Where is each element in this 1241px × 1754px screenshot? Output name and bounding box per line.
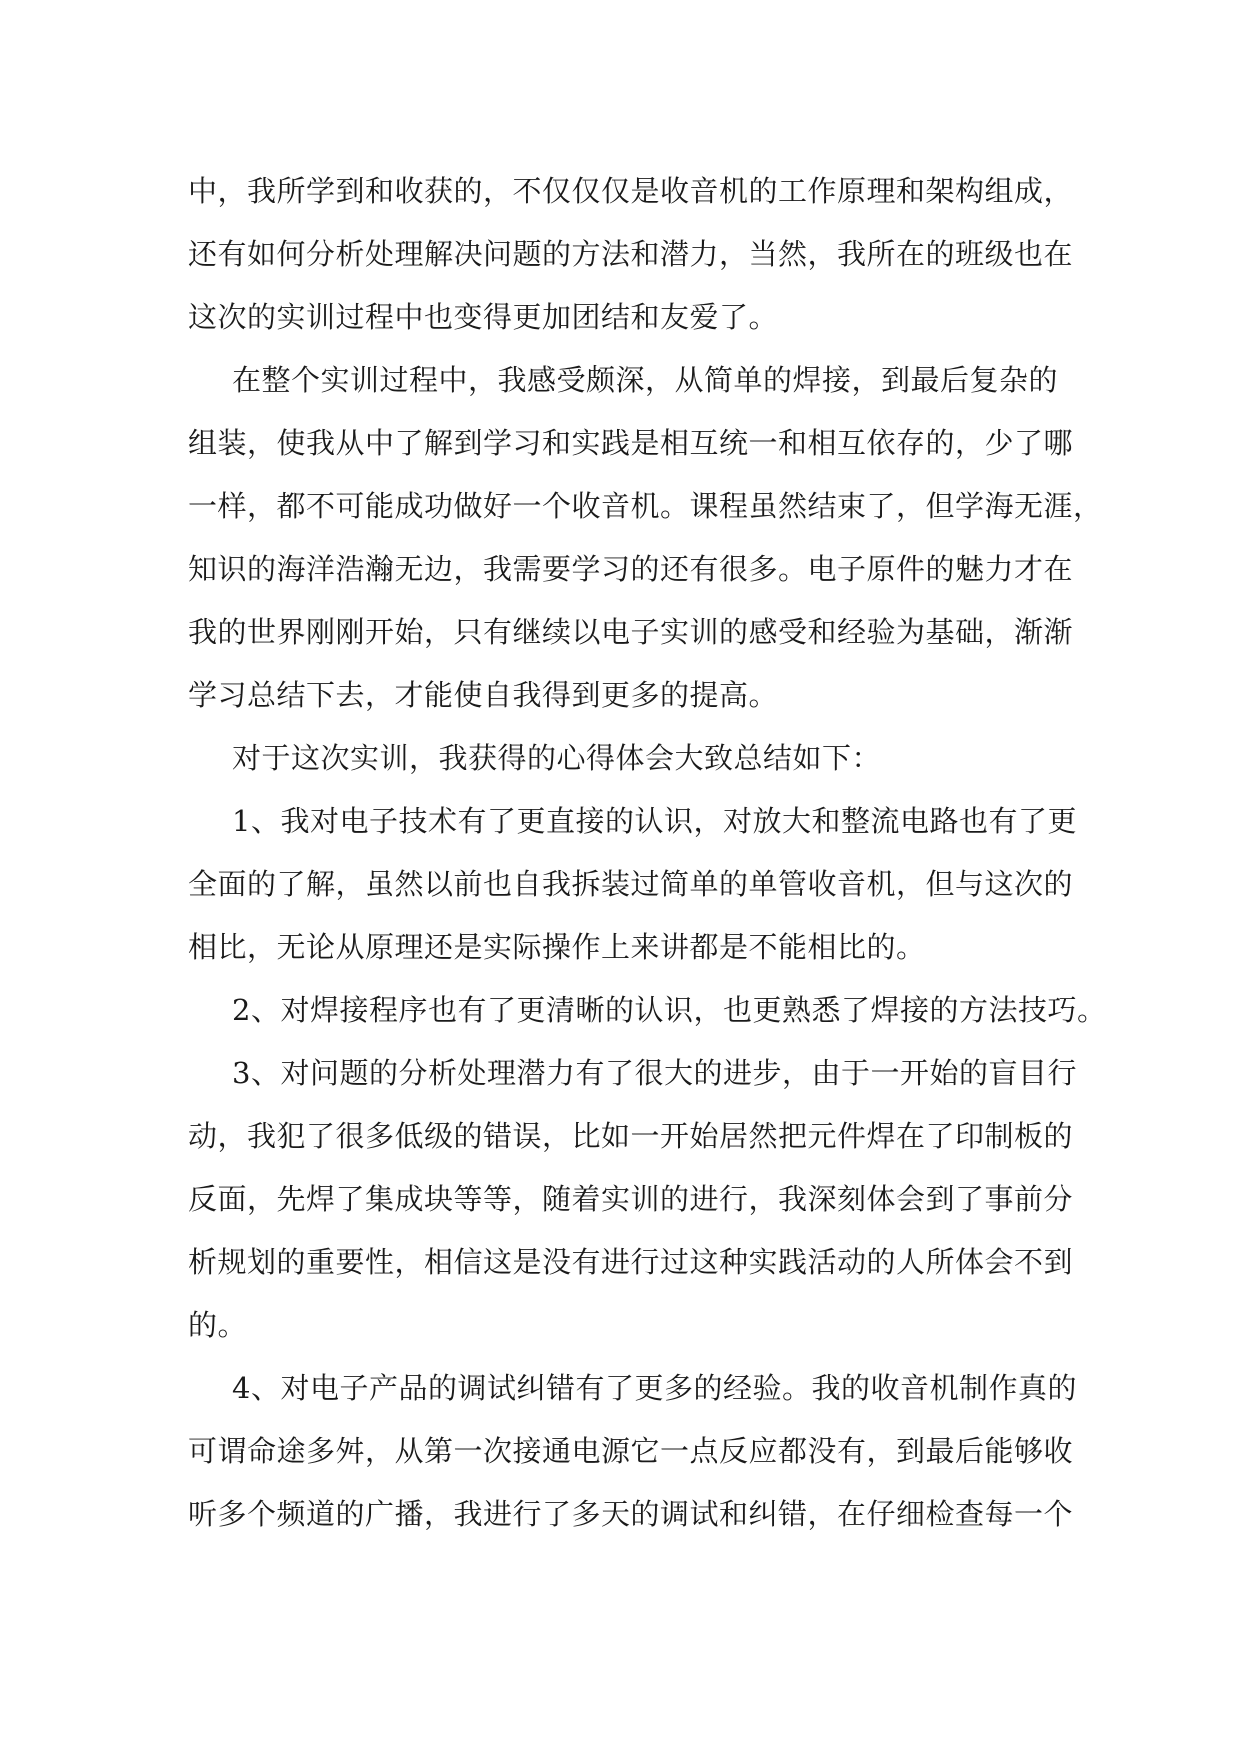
text-line: 还有如何分析处理解决问题的方法和潜力，当然，我所在的班级也在 (188, 237, 1074, 271)
text-line: 我的世界刚刚开始，只有继续以电子实训的感受和经验为基础，渐渐 (188, 615, 1074, 649)
list-item-4-line: 4、对电子产品的调试纠错有了更多的经验。我的收音机制作真的 (232, 1371, 1077, 1405)
text-line: 听多个频道的广播，我进行了多天的调试和纠错，在仔细检查每一个 (188, 1497, 1074, 1531)
list-item-2-line: 2、对焊接程序也有了更清晰的认识，也更熟悉了焊接的方法技巧。 (232, 993, 1107, 1027)
text-line: 中，我所学到和收获的，不仅仅仅是收音机的工作原理和架构组成， (188, 174, 1074, 208)
text-line: 动，我犯了很多低级的错误，比如一开始居然把元件焊在了印制板的 (188, 1119, 1074, 1153)
text-line: 可谓命途多舛，从第一次接通电源它一点反应都没有，到最后能够收 (188, 1434, 1074, 1468)
paragraph-start-line: 对于这次实训，我获得的心得体会大致总结如下： (232, 741, 882, 775)
text-line: 组装，使我从中了解到学习和实践是相互统一和相互依存的，少了哪 (188, 426, 1074, 460)
text-line: 知识的海洋浩瀚无边，我需要学习的还有很多。电子原件的魅力才在 (188, 552, 1074, 586)
text-line: 析规划的重要性，相信这是没有进行过这种实践活动的人所体会不到 (188, 1245, 1074, 1279)
text-line: 学习总结下去，才能使自我得到更多的提高。 (188, 678, 779, 712)
text-line: 的。 (188, 1308, 248, 1342)
text-line: 一样，都不可能成功做好一个收音机。课程虽然结束了，但学海无涯， (188, 489, 1103, 523)
list-item-1-line: 1、我对电子技术有了更直接的认识，对放大和整流电路也有了更 (232, 804, 1077, 838)
paragraph-start-line: 在整个实训过程中，我感受颇深，从简单的焊接，到最后复杂的 (232, 363, 1059, 397)
text-line: 全面的了解，虽然以前也自我拆装过简单的单管收音机，但与这次的 (188, 867, 1074, 901)
document-body (188, 160, 1107, 1546)
text-line: 相比，无论从原理还是实际操作上来讲都是不能相比的。 (188, 930, 926, 964)
list-item-3-line: 3、对问题的分析处理潜力有了很大的进步，由于一开始的盲目行 (232, 1056, 1077, 1090)
text-line: 这次的实训过程中也变得更加团结和友爱了。 (188, 300, 779, 334)
text-line: 反面，先焊了集成块等等，随着实训的进行，我深刻体会到了事前分 (188, 1182, 1074, 1216)
